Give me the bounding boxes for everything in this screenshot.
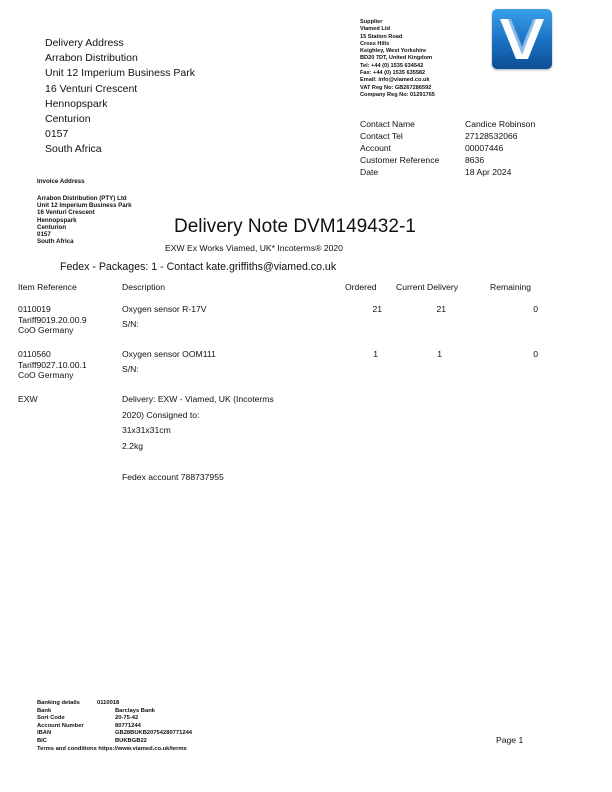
invoice-address-line: South Africa bbox=[37, 238, 74, 246]
supplier-line: Viamed Ltd bbox=[360, 26, 391, 33]
bank-value: GB28BUKB20754280771244 bbox=[115, 730, 193, 737]
terms-link[interactable]: Terms and conditions https://www.viamed.co.uk/terms bbox=[37, 745, 187, 752]
supplier-line: Cross Hills bbox=[360, 40, 390, 47]
bank-value: 0110018 bbox=[97, 700, 120, 706]
supplier-line: Email: info@viamed.co.uk bbox=[360, 77, 430, 84]
bank-label: Sort Code bbox=[37, 715, 65, 722]
invoice-address-line: 16 Venturi Crescent bbox=[37, 209, 95, 217]
bank-label: Bank bbox=[37, 707, 52, 714]
delivery-address-line: 16 Venturi Crescent bbox=[45, 82, 138, 95]
supplier-line: BD20 7DT, United Kingdom bbox=[360, 55, 433, 62]
bank-label: IBAN bbox=[37, 730, 52, 737]
invoice-address bbox=[37, 195, 132, 245]
company-logo bbox=[492, 9, 552, 69]
delivery-terms-code: EXW bbox=[18, 394, 38, 404]
bank-value: 80771244 bbox=[115, 722, 141, 729]
invoice-address-line: Arrabon Distribution (PTY) Ltd bbox=[37, 195, 127, 202]
banking-details bbox=[37, 700, 192, 753]
header-remaining: Remaining bbox=[490, 282, 532, 292]
supplier-line: Company Reg No: 01291765 bbox=[360, 91, 435, 98]
delivery-address-line: Arrabon Distribution bbox=[45, 52, 138, 65]
invoice-address-line: Centurion bbox=[37, 223, 67, 231]
bank-value: Barclays Bank bbox=[115, 707, 155, 714]
bank-row bbox=[37, 723, 192, 731]
contact-value: 18 Apr 2024 bbox=[465, 167, 512, 178]
header-ordered: Ordered bbox=[345, 282, 377, 292]
contact-label: Date bbox=[360, 167, 379, 178]
bank-row bbox=[37, 715, 192, 723]
delivery-note-line: 2020) Consigned to: bbox=[122, 409, 200, 420]
item-current-delivery: 21 bbox=[436, 304, 446, 314]
invoice-address-line: 0157 bbox=[37, 231, 51, 239]
item-origin: CoO Germany bbox=[18, 370, 74, 381]
delivery-address-line: South Africa bbox=[45, 143, 102, 156]
delivery-note-line: 31x31x31cm bbox=[122, 425, 171, 435]
delivery-note-line: Fedex account 788737955 bbox=[122, 471, 224, 482]
contact-row bbox=[360, 130, 535, 142]
supplier-heading: Supplier bbox=[360, 19, 383, 25]
supplier-line: Tel: +44 (0) 1535 634542 bbox=[360, 62, 424, 69]
item-code: 0110019 bbox=[18, 304, 51, 314]
contact-label: Account bbox=[360, 143, 392, 154]
item-reference bbox=[18, 304, 87, 336]
item-description-text: Oxygen sensor R-17V bbox=[122, 304, 207, 314]
contact-label: Contact Tel bbox=[360, 131, 403, 142]
contact-details bbox=[360, 118, 535, 178]
item-description-text: Oxygen sensor OOM111 bbox=[122, 349, 216, 359]
items-table-header bbox=[0, 282, 612, 294]
item-code: 0110560 bbox=[18, 349, 51, 359]
contact-row bbox=[360, 166, 535, 178]
bank-label: Account Number bbox=[37, 722, 84, 729]
supplier-line: Keighley, West Yorkshire bbox=[360, 48, 427, 55]
item-serial-number: S/N: bbox=[122, 318, 139, 329]
header-description: Description bbox=[122, 282, 165, 292]
contact-value: 27128532066 bbox=[465, 131, 518, 142]
item-ordered: 1 bbox=[373, 349, 378, 359]
invoice-address-heading: Invoice Address bbox=[37, 178, 85, 185]
delivery-address-heading: Delivery Address bbox=[45, 37, 124, 49]
contact-value: 00007446 bbox=[465, 143, 504, 154]
bank-row bbox=[37, 730, 192, 738]
bank-value: BUKBGB22 bbox=[115, 737, 147, 744]
bank-label: Banking details bbox=[37, 700, 80, 706]
delivery-address bbox=[45, 36, 195, 158]
contact-label: Customer Reference bbox=[360, 155, 440, 166]
item-description bbox=[122, 349, 216, 374]
delivery-address-line: Hennopspark bbox=[45, 97, 108, 110]
header-item-reference: Item Reference bbox=[18, 282, 77, 292]
invoice-address-line: Hennopspark bbox=[37, 216, 77, 224]
item-reference bbox=[18, 349, 87, 381]
delivery-address-line: Centurion bbox=[45, 113, 91, 126]
supplier-details bbox=[360, 19, 435, 99]
bank-row bbox=[37, 708, 192, 716]
bank-value: 20-75-42 bbox=[115, 715, 139, 722]
item-tariff: Tariff9019.20.00.9 bbox=[18, 314, 87, 325]
header-current-delivery: Current Delivery bbox=[396, 282, 459, 292]
contact-row bbox=[360, 118, 535, 130]
viamed-logo-icon bbox=[492, 9, 552, 69]
shipping-details: Fedex - Packages: 1 - Contact kate.griffiths@viamed.co.uk bbox=[60, 261, 337, 273]
item-remaining: 0 bbox=[533, 304, 538, 314]
delivery-note-line: 2.2kg bbox=[122, 440, 144, 451]
item-ordered: 21 bbox=[372, 304, 382, 314]
contact-label: Contact Name bbox=[360, 119, 415, 129]
contact-value: Candice Robinson bbox=[465, 119, 536, 129]
bank-row bbox=[37, 700, 192, 708]
supplier-line: Fax: +44 (0) 1535 635582 bbox=[360, 70, 426, 77]
delivery-note-line: Delivery: EXW - Viamed, UK (Incoterms bbox=[122, 394, 274, 404]
delivery-note-line bbox=[122, 454, 274, 470]
supplier-line: VAT Reg No: GB267286592 bbox=[360, 84, 432, 91]
contact-row bbox=[360, 142, 535, 154]
supplier-line: 15 Station Road bbox=[360, 33, 403, 40]
delivery-address-line: Unit 12 Imperium Business Park bbox=[45, 67, 195, 80]
contact-row bbox=[360, 154, 535, 166]
page-number: Page 1 bbox=[496, 735, 524, 745]
item-remaining: 0 bbox=[533, 349, 538, 359]
contact-value: 8636 bbox=[465, 155, 485, 166]
item-tariff: Tariff9027.10.00.1 bbox=[18, 359, 87, 370]
invoice-address-line: Unit 12 Imperium Business Park bbox=[37, 202, 132, 210]
incoterms-line: EXW Ex Works Viamed, UK* Incoterms® 2020 bbox=[165, 243, 343, 253]
bank-label: BIC bbox=[37, 737, 47, 744]
document-title: Delivery Note DVM149432-1 bbox=[174, 216, 416, 237]
item-serial-number: S/N: bbox=[122, 363, 139, 374]
delivery-address-line: 0157 bbox=[45, 128, 69, 141]
item-origin: CoO Germany bbox=[18, 325, 74, 336]
item-description bbox=[122, 304, 207, 329]
item-current-delivery: 1 bbox=[437, 349, 442, 359]
delivery-notes bbox=[122, 392, 274, 485]
bank-row bbox=[37, 738, 192, 746]
